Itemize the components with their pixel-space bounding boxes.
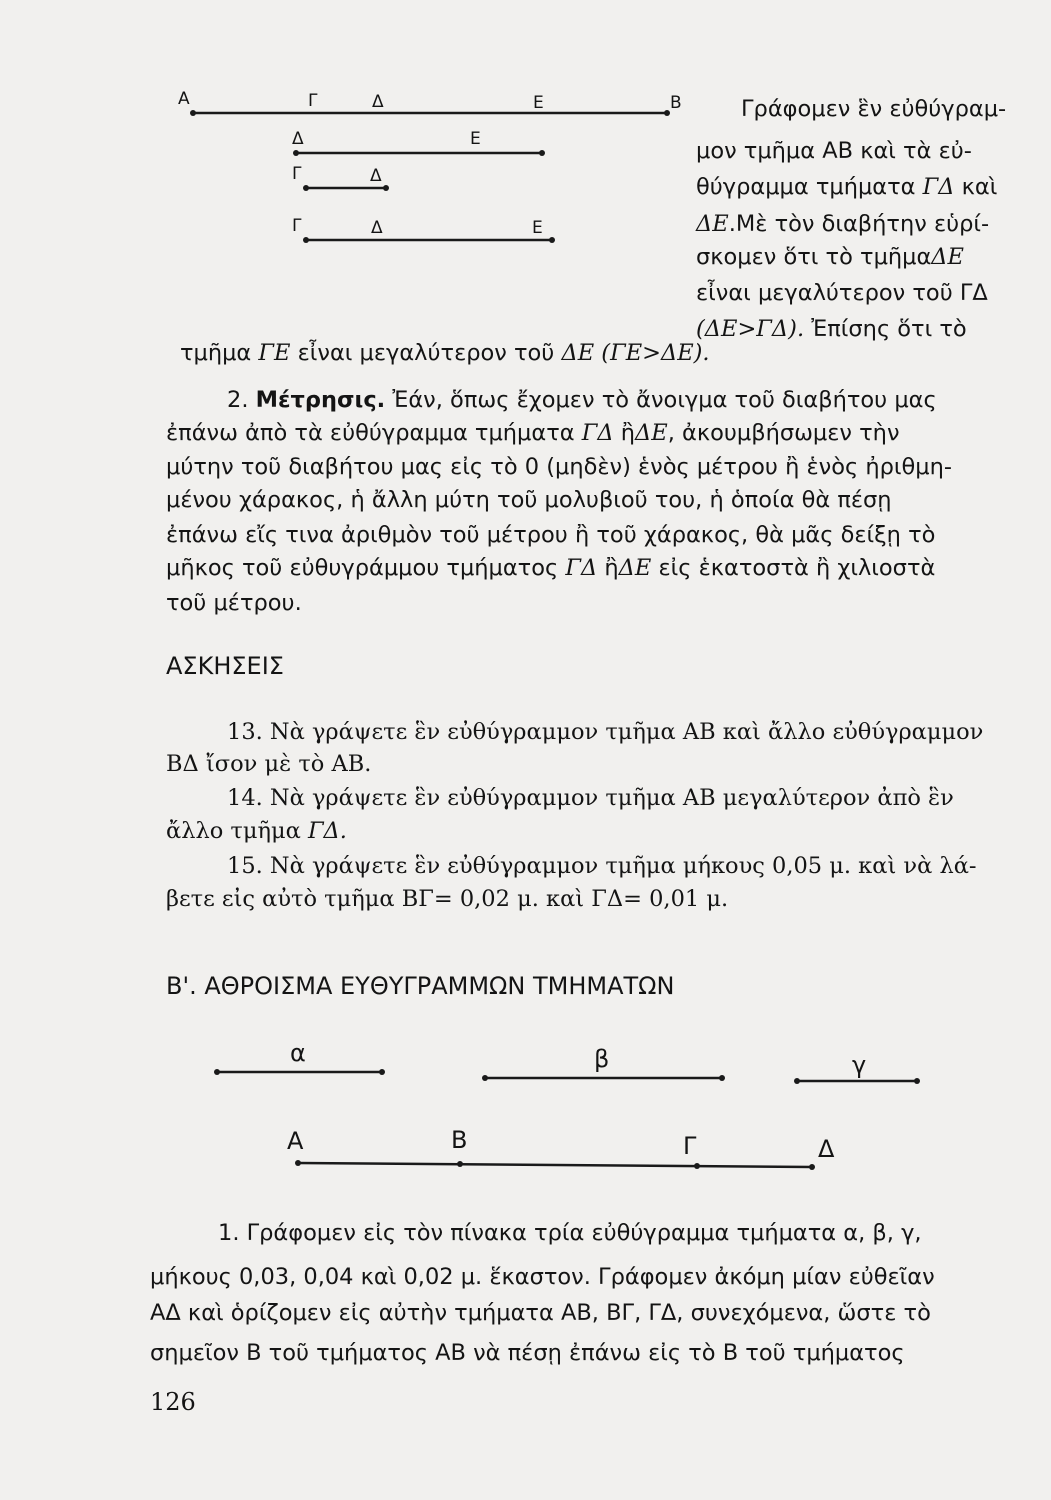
page-number: 126	[150, 1388, 196, 1416]
label-d: Δ	[372, 92, 384, 112]
right-text-line-7: (ΔΕ>ΓΔ). Ἐπίσης ὅτι τὸ	[696, 316, 967, 342]
exercise-14-line-2: ἄλλο τμῆμα ΓΔ.	[166, 818, 347, 844]
point-g-gd	[303, 185, 309, 191]
label-beta: β	[594, 1045, 610, 1073]
point-d-de	[293, 150, 299, 156]
label-point-a: Α	[287, 1127, 304, 1155]
exercises-title: ΑΣΚΗΣΕΙΣ	[166, 652, 284, 680]
label-a: Α	[178, 89, 190, 109]
label-d-2: Δ	[292, 129, 304, 149]
label-g-4: Γ	[292, 216, 302, 236]
point-g-ge	[303, 237, 309, 243]
beta-end	[719, 1075, 725, 1081]
para2-line-6: μῆκος τοῦ εὐθυγράμμου τμήματος ΓΔ ἢΔΕ εἰς ἑκατοστὰ ἢ χιλιοστὰ	[166, 555, 936, 581]
label-point-b: Β	[451, 1126, 468, 1154]
point-e-de	[539, 150, 545, 156]
exercise-15-line-2: βετε εἰς αὐτὸ τμῆμα ΒΓ= 0,02 μ. καὶ ΓΔ= 0,01 μ.	[166, 886, 729, 912]
point-d-gd	[383, 185, 389, 191]
section-b-title: Β'. ΑΘΡΟΙΣΜΑ ΕΥΘΥΓΡΑΜΜΩΝ ΤΜΗΜΑΤΩΝ	[166, 972, 675, 1000]
exercise-13-line-1: 13. Νὰ γράψετε ἓν εὐθύγραμμον τμῆμα ΑΒ καὶ ἄλλο εὐθύγραμμον	[227, 719, 984, 745]
label-e: Ε	[533, 93, 544, 113]
right-text-line-6: εἶναι μεγαλύτερον τοῦ ΓΔ	[696, 280, 988, 306]
point-a-line	[295, 1160, 301, 1166]
text-line-ge: τμῆμα ΓΕ εἶναι μεγαλύτερον τοῦ ΔΕ (ΓΕ>ΔΕ).	[180, 340, 710, 366]
exercise-15-line-1: 15. Νὰ γράψετε ἓν εὐθύγραμμον τμῆμα μήκους 0,05 μ. καὶ νὰ λά-	[227, 853, 977, 879]
label-point-g: Γ	[683, 1132, 697, 1160]
para-sum-line-1: 1. Γράφομεν εἰς τὸν πίνακα τρία εὐθύγραμμα τμήματα α, β, γ,	[218, 1220, 922, 1246]
gamma-start	[794, 1078, 800, 1084]
point-d-line	[809, 1164, 815, 1170]
right-text-line-3: θύγραμμα τμήματα ΓΔ καὶ	[696, 174, 998, 200]
right-text-line-2: μον τμῆμα ΑΒ καὶ τὰ εὐ-	[696, 138, 972, 164]
para2-line-3: μύτην τοῦ διαβήτου μας εἰς τὸ 0 (μηδὲν) ἑνὸς μέτρου ἢ ἑνὸς ἠριθμη-	[166, 454, 952, 480]
right-text-line-1: Γράφομεν ἓν εὐθύγραμ-	[741, 96, 1007, 122]
label-b: Β	[670, 93, 682, 113]
label-gamma: γ	[852, 1051, 867, 1079]
label-point-d: Δ	[818, 1135, 835, 1163]
point-e-ge	[549, 237, 555, 243]
alpha-end	[379, 1069, 385, 1075]
label-g-3: Γ	[292, 164, 302, 184]
segment-ad	[298, 1163, 812, 1167]
point-g-line	[694, 1163, 700, 1169]
label-d-3: Δ	[370, 166, 382, 186]
point-a	[190, 110, 196, 116]
para2-line-5: ἐπάνω εἴς τινα ἀριθμὸν τοῦ μέτρου ἢ τοῦ χάρακος, θὰ μᾶς δείξῃ τὸ	[166, 522, 936, 548]
label-e-4: Ε	[532, 218, 543, 238]
para2-line-1: 2. Μέτρησις. Ἐάν, ὅπως ἔχομεν τὸ ἄνοιγμα τοῦ διαβήτου μας	[227, 387, 937, 413]
para2-line-2: ἐπάνω ἀπὸ τὰ εὐθύγραμμα τμήματα ΓΔ ἢΔΕ, ἀκουμβήσωμεν τὴν	[166, 420, 900, 446]
label-g: Γ	[308, 91, 318, 111]
exercise-13-line-2: ΒΔ ἴσον μὲ τὸ ΑΒ.	[166, 751, 372, 777]
label-alpha: α	[290, 1039, 306, 1067]
para-sum-line-3: ΑΔ καὶ ὁρίζομεν εἰς αὐτὴν τμήματα ΑΒ, ΒΓ, ΓΔ, συνεχόμενα, ὥστε τὸ	[150, 1300, 931, 1326]
para-sum-line-2: μήκους 0,03, 0,04 καὶ 0,02 μ. ἕκαστον. Γράφομεν ἀκόμη μίαν εὐθεῖαν	[150, 1264, 935, 1290]
gamma-end	[914, 1078, 920, 1084]
right-text-line-5: σκομεν ὅτι τὸ τμῆμαΔΕ	[696, 244, 964, 270]
exercise-14-line-1: 14. Νὰ γράψετε ἓν εὐθύγραμμον τμῆμα ΑΒ μεγαλύτερον ἀπὸ ἓν	[227, 785, 954, 811]
label-d-4: Δ	[371, 218, 383, 238]
label-e-2: Ε	[470, 129, 481, 149]
right-text-line-4: ΔΕ.Μὲ τὸν διαβήτην εὑρί-	[696, 211, 990, 237]
para2-line-7: τοῦ μέτρου.	[166, 590, 302, 616]
para-sum-line-4: σημεῖον Β τοῦ τμήματος ΑΒ νὰ πέσῃ ἐπάνω εἰς τὸ Β τοῦ τμήματος	[150, 1340, 905, 1366]
point-b-line	[457, 1161, 463, 1167]
alpha-start	[214, 1069, 220, 1075]
beta-start	[482, 1075, 488, 1081]
para2-line-4: μένου χάρακος, ἡ ἄλλη μύτη τοῦ μολυβιοῦ του, ἡ ὁποία θὰ πέσῃ	[166, 487, 892, 513]
